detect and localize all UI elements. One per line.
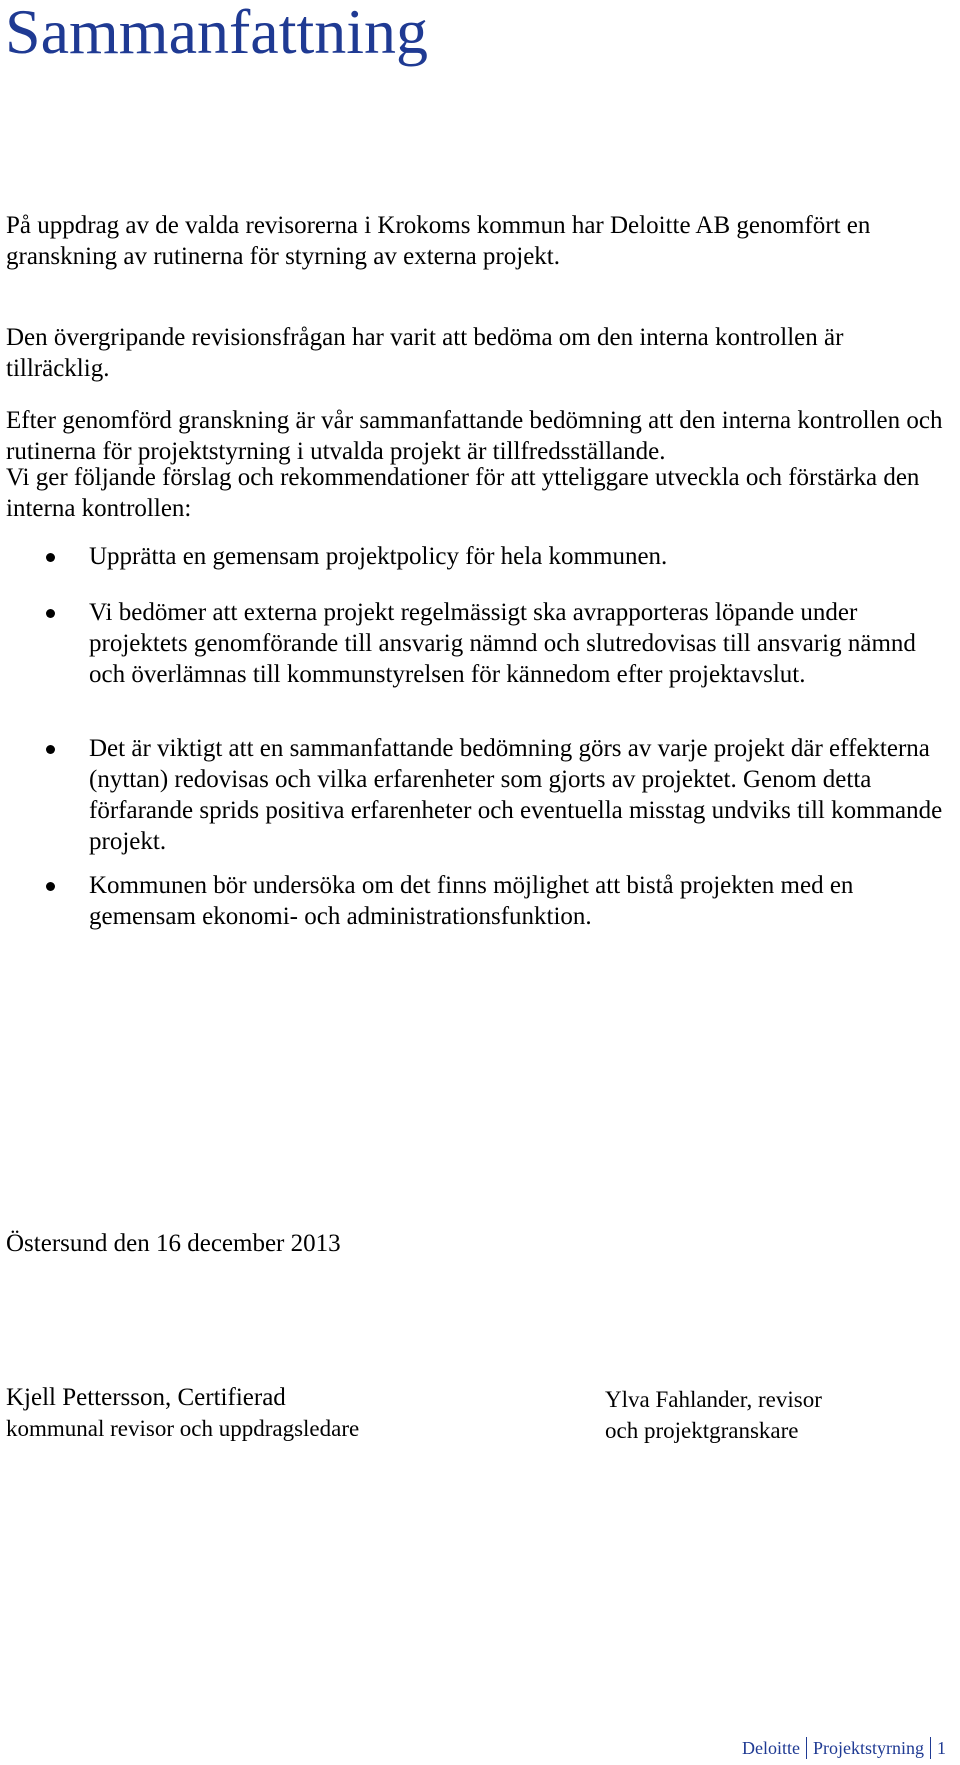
page-footer [742,1737,946,1759]
signature-block-left [6,1382,359,1444]
place-date: Östersund den 16 december 2013 [6,1230,341,1257]
recommendation-text: Det är viktigt att en sammanfattande bedömning görs av varje projekt där effekterna (nyttan) redovisas och vilka erfarenheter som gjorts av projektet. Genom detta förfarande sprids positiva erfarenheter och eventuella misstag undviks till kommande projekt. [89,735,943,855]
footer-company: Deloitte [742,1738,800,1758]
signatory-role: och projektgranskare [605,1418,799,1443]
signatory-name: Kjell Pettersson, Certifierad [6,1384,286,1411]
recommendations-intro: Vi ger följande förslag och rekommendationer för att ytteliggare utveckla och förstärka den interna kontrollen: [6,464,920,522]
signature-block-right [605,1384,822,1446]
recommendation-text: Upprätta en gemensam projektpolicy för hela kommunen. [89,543,668,570]
recommendation-text: Vi bedömer att externa projekt regelmässigt ska avrapporteras löpande under projektets genomförande till ansvarig nämnd och slutredovisas till ansvarig nämnd och överlämnas till kommunstyrelsen för kännedom efter projektavslut. [89,599,916,688]
assessment-paragraph: Efter genomförd granskning är vår sammanfattande bedömning att den interna kontrollen och rutinerna för projektstyrning i utvalda projekt är tillfredsställande. [6,407,943,465]
bullet-icon [46,745,55,754]
signatory-role: kommunal revisor och uppdragsledare [6,1416,360,1441]
bullet-icon [46,609,55,618]
list-item [0,870,949,932]
footer-divider [930,1737,931,1759]
intro-paragraph: På uppdrag av de valda revisorerna i Krokoms kommun har Deloitte AB genomfört en granskning av rutinerna för styrning av externa projekt. [6,212,871,270]
bullet-icon [46,553,55,562]
list-item [0,597,949,690]
audit-question-paragraph: Den övergripande revisionsfrågan har varit att bedöma om den interna kontrollen är tillräcklig. [6,324,844,382]
bullet-icon [46,882,55,891]
signatory-name: Ylva Fahlander, revisor [605,1387,822,1412]
recommendation-text: Kommunen bör undersöka om det finns möjlighet att bistå projekten med en gemensam ekonomi- och administrationsfunktion. [89,872,854,930]
list-item [0,733,949,857]
footer-divider [806,1737,807,1759]
footer-section: Projektstyrning [813,1738,924,1758]
list-item [0,541,949,572]
page-title: Sammanfattning [5,0,429,67]
page-number: 1 [937,1738,946,1758]
